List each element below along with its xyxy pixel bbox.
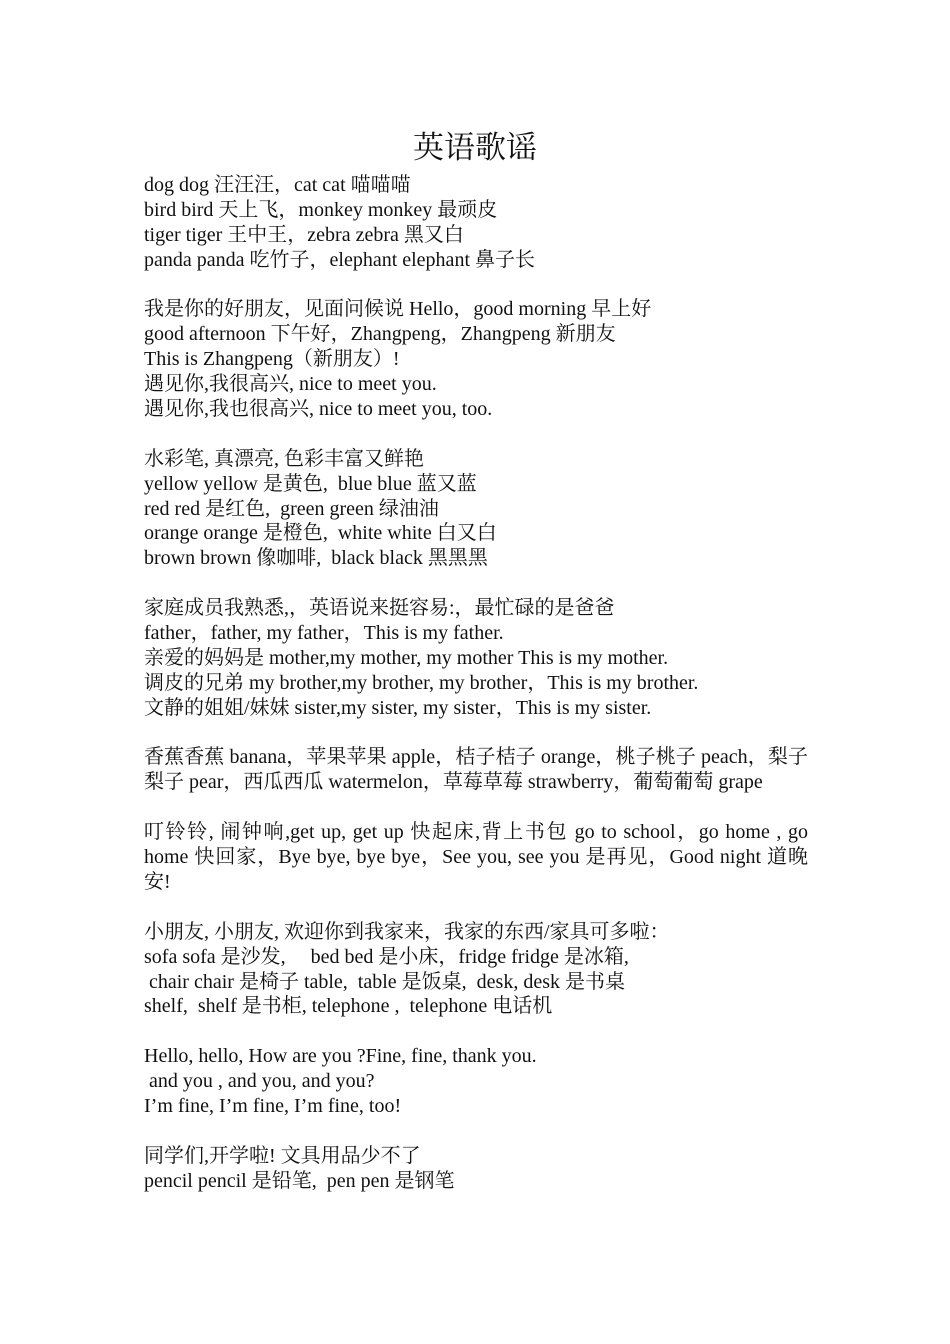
text-line: 家庭成员我熟悉,，英语说来挺容易:，最忙碌的是爸爸 [144, 597, 615, 620]
text-line: 遇见你,我也很高兴, nice to meet you, too. [144, 398, 493, 421]
text-line: 水彩笔, 真漂亮, 色彩丰富又鲜艳 [144, 447, 424, 470]
stanza-daily-routine [144, 820, 808, 895]
text-line: 亲爱的妈妈是 mother,my mother, my mother This is my mother. [144, 646, 669, 669]
stanza-colors [144, 447, 808, 571]
document-body [144, 173, 808, 1218]
text-line: red red 是红色, green green 绿油油 [144, 497, 439, 520]
text-line: 调皮的兄弟 my brother,my brother, my brother，This is my brother. [144, 671, 699, 694]
stanza-fruits [144, 745, 808, 795]
text-line: bird bird 天上飞，monkey monkey 最顽皮 [144, 198, 498, 221]
text-line: I’m fine, I’m fine, I’m fine, too! [144, 1095, 402, 1118]
text-line: yellow yellow 是黄色, blue blue 蓝又蓝 [144, 472, 477, 495]
text-line: pencil pencil 是铅笔, pen pen 是钢笔 [144, 1169, 455, 1192]
text-line: orange orange 是橙色, white white 白又白 [144, 522, 497, 545]
text-line: chair chair 是椅子 table, table 是饭桌, desk, desk 是书桌 [144, 970, 625, 993]
document-title: 英语歌谣 [413, 130, 537, 165]
stanza-animals [144, 173, 808, 273]
text-line: dog dog 汪汪汪，cat cat 喵喵喵 [144, 174, 411, 196]
text-line: tiger tiger 王中王，zebra zebra 黑又白 [144, 223, 464, 246]
text-line: and you , and you, and you? [144, 1070, 375, 1093]
stanza-greetings [144, 297, 808, 421]
text-line: 遇见你,我很高兴, nice to meet you. [144, 373, 437, 396]
text-line: Hello, hello, How are you ?Fine, fine, thank you. [144, 1045, 537, 1068]
text-line: 文静的姐姐/妹妹 sister,my sister, my sister，This is my sister. [144, 696, 652, 719]
text-line: 小朋友, 小朋友, 欢迎你到我家来，我家的东西/家具可多啦： [144, 920, 670, 943]
text-line: This is Zhangpeng（新朋友）! [144, 348, 400, 371]
text-line: 同学们,开学啦! 文具用品少不了 [144, 1144, 421, 1167]
text-line: sofa sofa 是沙发, bed bed 是小床，fridge fridge 是冰箱, [144, 945, 629, 968]
stanza-furniture [144, 920, 808, 1020]
stanza-school-supplies [144, 1144, 808, 1194]
stanza-how-are-you [144, 1044, 808, 1119]
text-line: good afternoon 下午好，Zhangpeng，Zhangpeng 新朋友 [144, 323, 616, 346]
stanza-family [144, 596, 808, 720]
text-paragraph: 叮铃铃, 闹钟响,get up, get up 快起床,背上书包 go to school，go home , go home 快回家，Bye bye, bye bye，See you, see you 是再见，Good night 道晚安! [144, 821, 808, 893]
text-line: 我是你的好朋友，见面问候说 Hello，good morning 早上好 [144, 298, 652, 321]
text-line: panda panda 吃竹子，elephant elephant 鼻子长 [144, 248, 535, 271]
text-line: shelf, shelf 是书柜, telephone , telephone 电话机 [144, 995, 553, 1018]
text-line: father，father, my father，This is my father. [144, 622, 504, 645]
text-paragraph: 香蕉香蕉 banana，苹果苹果 apple，桔子桔子 orange，桃子桃子 peach，梨子梨子 pear，西瓜西瓜 watermelon，草莓草莓 strawberry，葡萄葡萄 grape [144, 746, 808, 794]
text-line: brown brown 像咖啡, black black 黑黑黑 [144, 547, 488, 570]
